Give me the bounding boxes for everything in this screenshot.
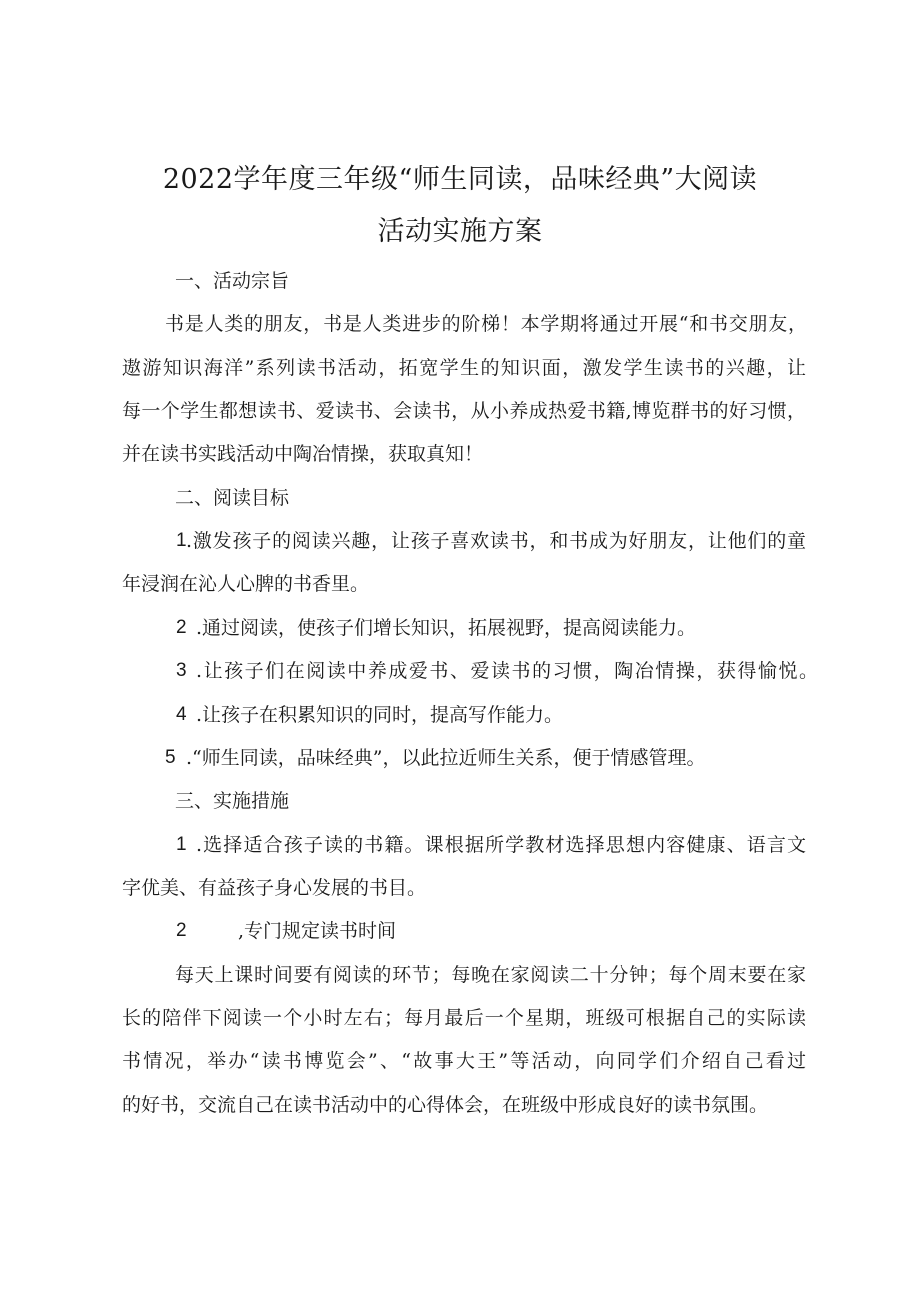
goal-1-line-1: .激发孩子的阅读兴趣，让孩子喜欢读书，和书成为好朋友，让他们的童 <box>186 530 806 552</box>
measure-2-para-line-3: 书情况，举办“读书博览会”、“故事大王”等活动，向同学们介绍自己看过 <box>122 1050 806 1072</box>
measure-2-para-line-1: 每天上课时间要有阅读的环节；每晚在家阅读二十分钟；每个周末要在家 <box>175 964 806 986</box>
section-1-line-3: 每一个学生都想读书、爱读书、会读书，从小养成热爱书籍,博览群书的好习惯， <box>122 400 806 422</box>
goal-1-number: 1 <box>176 530 187 551</box>
goal-1-line-2: 年浸润在沁人心脾的书香里。 <box>122 573 370 595</box>
section-1-line-4: 并在读书实践活动中陶冶情操，获取真知！ <box>122 443 484 465</box>
goal-5-text: .“师生同读，品味经典”，以此拉近师生关系，便于情感管理。 <box>186 747 706 769</box>
section-1-heading: 一、活动宗旨 <box>175 270 290 292</box>
section-2-heading: 二、阅读目标 <box>175 487 290 509</box>
measure-2-text: ,专门规定读书时间 <box>238 920 397 942</box>
measure-1-line-1: .选择适合孩子读的书籍。课根据所学教材选择思想内容健康、语言文 <box>196 834 806 856</box>
section-3-heading: 三、实施措施 <box>175 790 290 812</box>
measure-1-number: 1 <box>176 834 187 855</box>
goal-3-number: 3 <box>176 660 187 681</box>
measure-2-number: 2 <box>176 920 187 941</box>
goal-3-text: .让孩子们在阅读中养成爱书、爱读书的习惯，陶冶情操，获得愉悦。 <box>196 660 818 682</box>
goal-5-number: 5 <box>165 747 176 768</box>
goal-2-text: .通过阅读，使孩子们增长知识，拓展视野，提高阅读能力。 <box>196 617 697 639</box>
document-title-line-2: 活动实施方案 <box>377 216 543 247</box>
goal-2-number: 2 <box>176 617 187 638</box>
measure-1-line-2: 字优美、有益孩子身心发展的书目。 <box>122 877 427 899</box>
measure-2-para-line-4: 的好书，交流自己在读书活动中的心得体会，在班级中形成良好的读书氛围。 <box>122 1094 769 1116</box>
section-1-line-2: 遨游知识海洋”系列读书活动，拓宽学生的知识面，激发学生读书的兴趣，让 <box>122 357 806 379</box>
section-1-line-1: 书是人类的朋友，书是人类进步的阶梯！本学期将通过开展“和书交朋友， <box>165 313 807 335</box>
measure-2-para-line-2: 长的陪伴下阅读一个小时左右；每月最后一个星期，班级可根据自己的实际读 <box>122 1007 806 1029</box>
goal-4-text: .让孩子在积累知识的同时，提高写作能力。 <box>196 704 564 726</box>
goal-4-number: 4 <box>176 704 187 725</box>
document-title-line-1: 2022学年度三年级“师生同读，品味经典”大阅读 <box>162 164 758 195</box>
